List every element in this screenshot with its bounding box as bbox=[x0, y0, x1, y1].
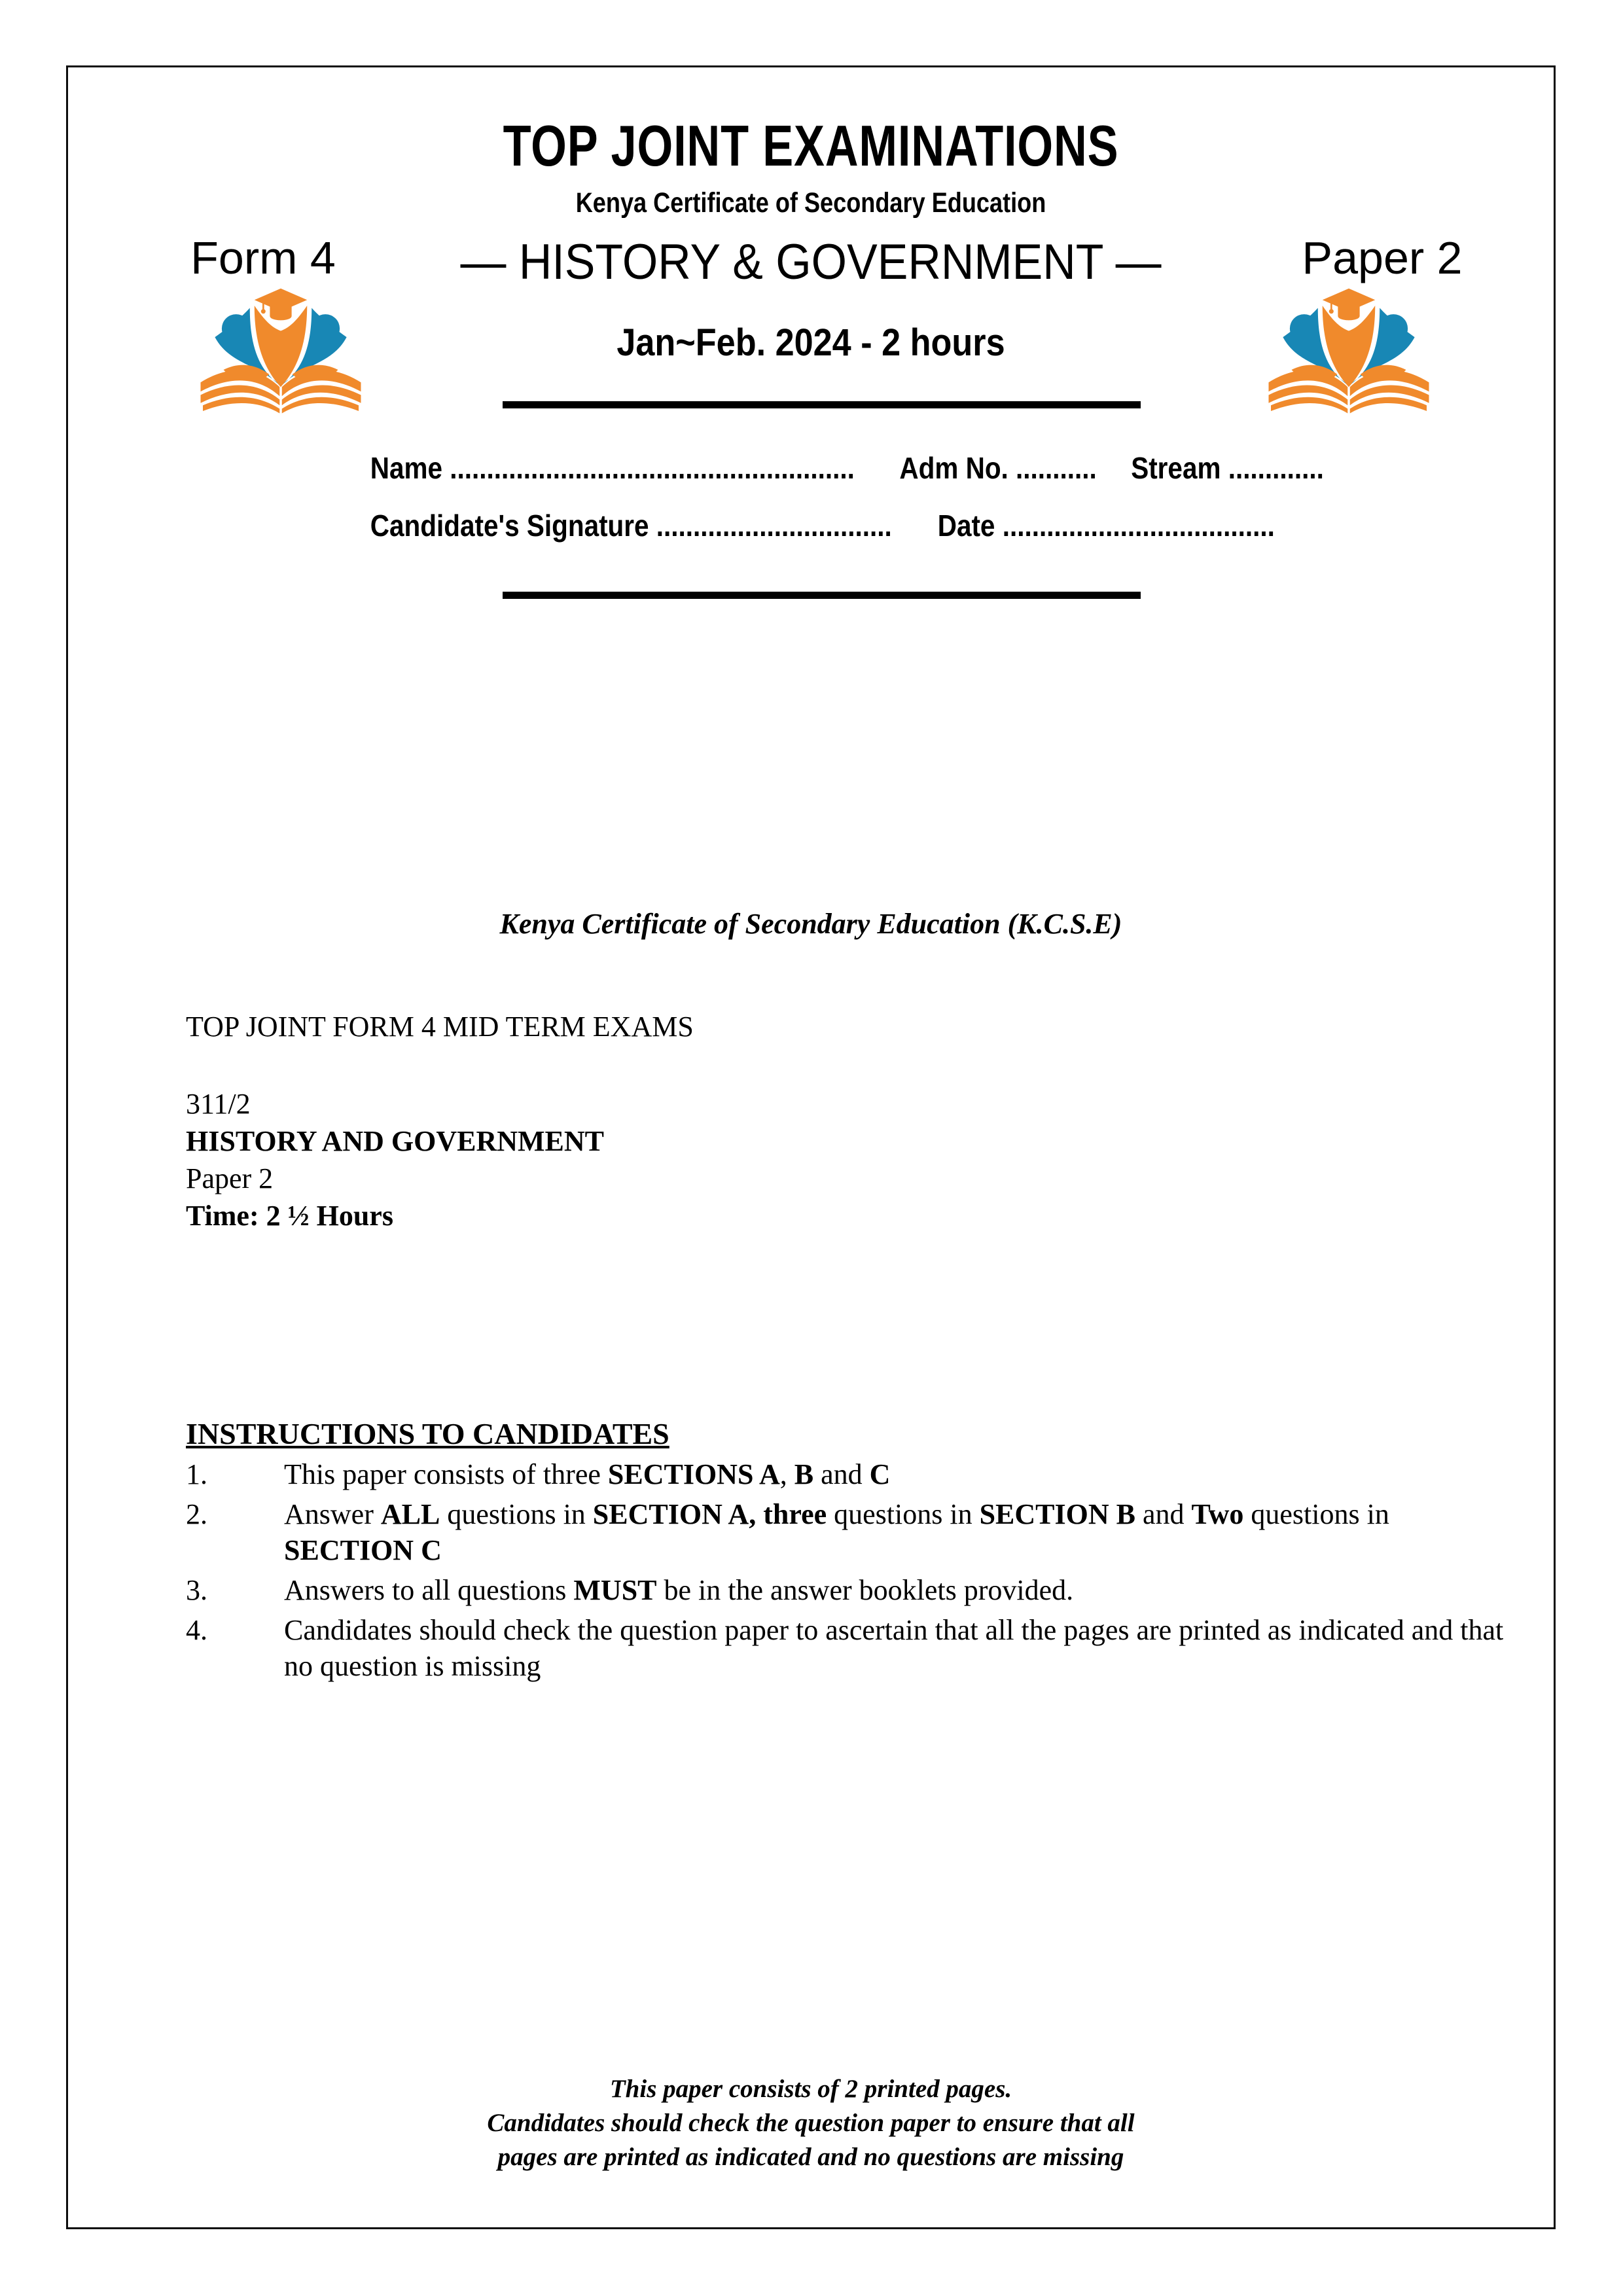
form-label: Form 4 bbox=[190, 232, 336, 283]
instruction-text: Answer ALL questions in SECTION A, three questions in SECTION B and Two questions in SECTION C bbox=[284, 1498, 1389, 1566]
name-label: Name bbox=[370, 451, 443, 485]
header-rule-bottom bbox=[503, 592, 1141, 599]
footer-line-1: This paper consists of 2 printed pages. bbox=[609, 2075, 1012, 2103]
instruction-item bbox=[186, 1612, 1514, 1684]
instruction-number: 1. bbox=[186, 1458, 207, 1490]
name-input-line[interactable]: ....................................................... bbox=[450, 451, 855, 485]
instructions-list bbox=[186, 1456, 1514, 1684]
exam-series-name: TOP JOINT FORM 4 MID TERM EXAMS bbox=[186, 1011, 694, 1043]
instruction-item bbox=[186, 1496, 1514, 1568]
paper-label: Paper 2 bbox=[1302, 232, 1463, 283]
paper-code: 311/2 bbox=[186, 1088, 251, 1120]
stream-input-line[interactable]: ............. bbox=[1228, 451, 1324, 485]
candidate-signature-row bbox=[157, 508, 1465, 565]
header-rule-top bbox=[503, 401, 1141, 408]
instruction-item bbox=[186, 1572, 1514, 1608]
signature-input-line[interactable]: ................................ bbox=[656, 509, 892, 543]
instruction-item bbox=[186, 1456, 1514, 1492]
kcse-line: Kenya Certificate of Secondary Education (K.C.S.E) bbox=[499, 908, 1122, 940]
instructions-block bbox=[186, 1416, 1514, 1684]
exam-date-duration: Jan~Feb. 2024 - 2 hours bbox=[616, 321, 1005, 364]
candidate-name-row bbox=[157, 450, 1465, 508]
paper-metadata bbox=[186, 1085, 604, 1234]
instructions-heading: INSTRUCTIONS TO CANDIDATES bbox=[186, 1417, 669, 1450]
instruction-number: 4. bbox=[186, 1614, 207, 1646]
paper-time: Time: 2 ½ Hours bbox=[186, 1200, 393, 1232]
candidate-details-block bbox=[157, 450, 1465, 565]
date-label: Date bbox=[937, 509, 995, 543]
adm-no-input-line[interactable]: ........... bbox=[1016, 451, 1097, 485]
exam-paper-page bbox=[66, 65, 1556, 2229]
footer-line-3: pages are printed as indicated and no questions are missing bbox=[497, 2143, 1124, 2171]
instruction-number: 2. bbox=[186, 1498, 207, 1530]
paper-number: Paper 2 bbox=[186, 1162, 274, 1194]
instruction-text: This paper consists of three SECTIONS A, B and C bbox=[284, 1458, 891, 1490]
subject-title: — HISTORY & GOVERNMENT — bbox=[460, 234, 1162, 290]
instruction-text: Candidates should check the question paper to ascertain that all the pages are printed as indicated and that no question is missing bbox=[284, 1614, 1504, 1682]
instruction-number: 3. bbox=[186, 1574, 207, 1606]
date-input-line[interactable]: ..................................... bbox=[1002, 509, 1275, 543]
footer-note bbox=[68, 2072, 1554, 2174]
signature-label: Candidate's Signature bbox=[370, 509, 649, 543]
instruction-text: Answers to all questions MUST be in the answer booklets provided. bbox=[284, 1574, 1074, 1606]
exam-title: TOP JOINT EXAMINATIONS bbox=[503, 113, 1119, 178]
adm-no-label: Adm No. bbox=[899, 451, 1008, 485]
exam-header bbox=[68, 67, 1554, 473]
exam-subtitle: Kenya Certificate of Secondary Education bbox=[575, 187, 1046, 219]
stream-label: Stream bbox=[1131, 451, 1221, 485]
footer-line-2: Candidates should check the question paper to ensure that all bbox=[487, 2109, 1135, 2137]
paper-subject: HISTORY AND GOVERNMENT bbox=[186, 1125, 604, 1157]
